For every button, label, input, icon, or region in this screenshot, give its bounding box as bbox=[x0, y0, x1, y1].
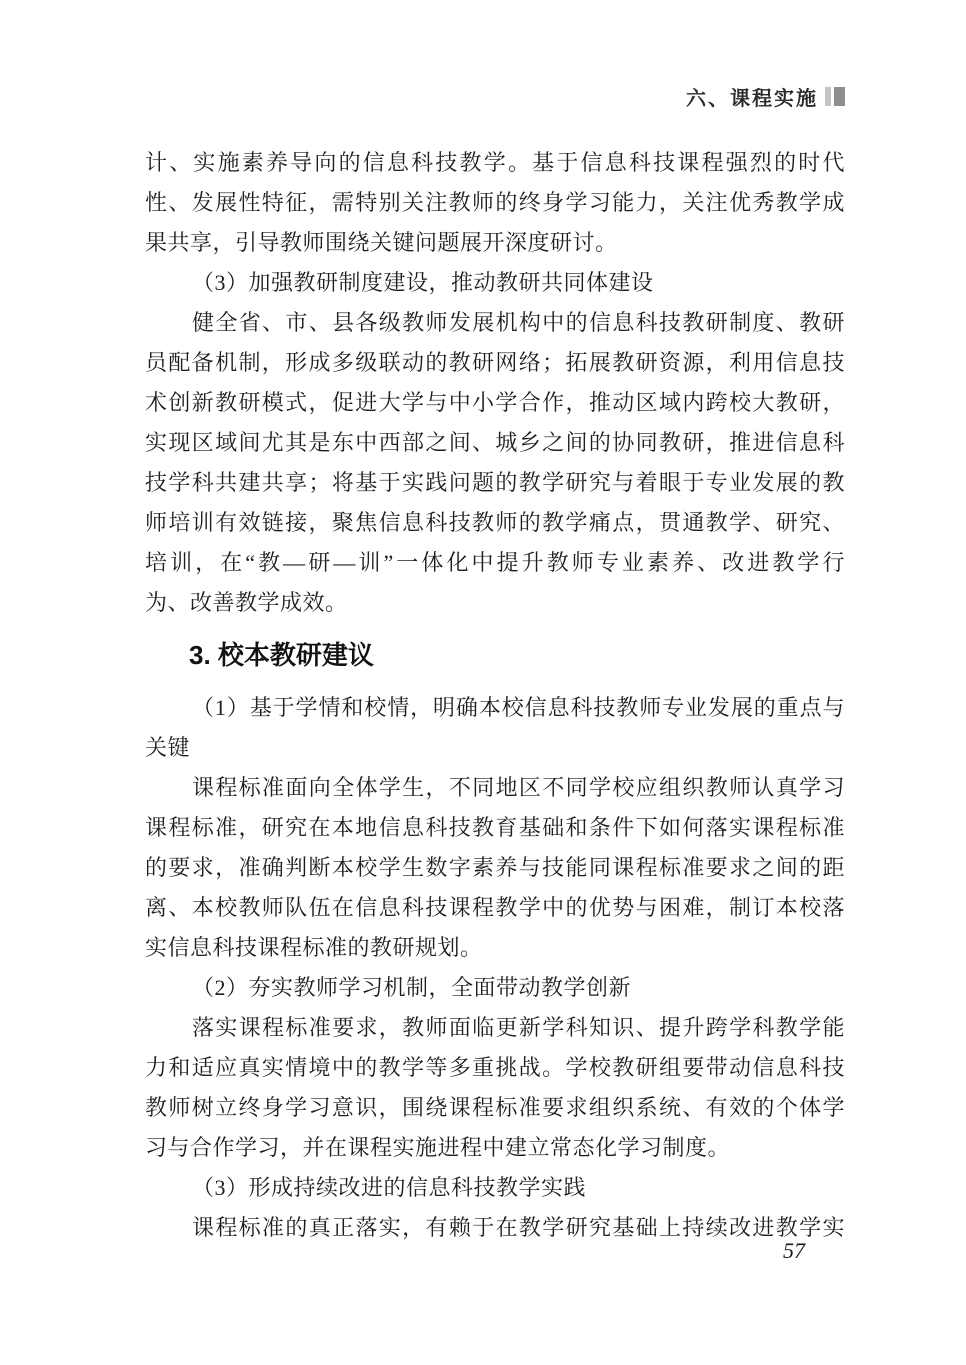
text-line: 培训，在“教—研—训”一体化中提升教师专业素养、改进教学行 bbox=[145, 550, 845, 575]
page-header bbox=[686, 82, 845, 111]
text-line: 课程标准，研究在本地信息科技教育基础和条件下如何落实课程标准 bbox=[145, 815, 845, 840]
text-line: 落实课程标准要求，教师面临更新学科知识、提升跨学科教学能 bbox=[192, 1015, 845, 1040]
text-line: 果共享，引导教师围绕关键问题展开深度研讨。 bbox=[145, 230, 618, 255]
text-line: 技学科共建共享；将基于实践问题的教学研究与着眼于专业发展的教 bbox=[145, 470, 845, 495]
text-line: 实信息科技课程标准的教研规划。 bbox=[145, 935, 483, 960]
content bbox=[145, 143, 845, 1248]
text-line: （2）夯实教师学习机制，全面带动教学创新 bbox=[192, 975, 632, 1000]
text-line: 离、本校教师队伍在信息科技课程教学中的优势与困难，制订本校落 bbox=[145, 895, 845, 920]
text-line: 师培训有效链接，聚焦信息科技教师的教学痛点，贯通教学、研究、 bbox=[145, 510, 845, 535]
text-line: 计、实施素养导向的信息科技教学。基于信息科技课程强烈的时代 bbox=[145, 150, 845, 175]
text-line: （1）基于学情和校情，明确本校信息科技教师专业发展的重点与 bbox=[192, 695, 845, 720]
header-marker-dark-icon bbox=[834, 87, 845, 106]
text-line: 性、发展性特征，需特别关注教师的终身学习能力，关注优秀教学成 bbox=[145, 190, 845, 215]
text-line: 力和适应真实情境中的教学等多重挑战。学校教研组要带动信息科技 bbox=[145, 1055, 845, 1080]
text-line: 课程标准的真正落实，有赖于在教学研究基础上持续改进教学实 bbox=[192, 1215, 845, 1240]
text-line: 教师树立终身学习意识，围绕课程标准要求组织系统、有效的个体学 bbox=[145, 1095, 845, 1120]
page-number: 57 bbox=[783, 1238, 805, 1263]
header-marker-light-icon bbox=[825, 87, 831, 106]
text-line: 习与合作学习，并在课程实施进程中建立常态化学习制度。 bbox=[145, 1135, 731, 1160]
text-line: 为、改善教学成效。 bbox=[145, 590, 348, 615]
text-line: 术创新教研模式，促进大学与中小学合作，推动区域内跨校大教研， bbox=[145, 390, 845, 415]
text-line: （3）加强教研制度建设，推动教研共同体建设 bbox=[192, 270, 654, 295]
text-line: 课程标准面向全体学生，不同地区不同学校应组织教师认真学习 bbox=[192, 775, 845, 800]
text-line: 实现区域间尤其是东中西部之间、城乡之间的协同教研，推进信息科 bbox=[145, 430, 845, 455]
text-line: 关键 bbox=[145, 735, 191, 760]
text-line: 的要求，准确判断本校学生数字素养与技能同课程标准要求之间的距 bbox=[145, 855, 845, 880]
section-heading: 3. 校本教研建议 bbox=[189, 640, 374, 670]
page-header-title: 六、课程实施 bbox=[686, 88, 818, 110]
text-line: 健全省、市、县各级教师发展机构中的信息科技教研制度、教研 bbox=[192, 310, 845, 335]
text-line: 员配备机制，形成多级联动的教研网络；拓展教研资源，利用信息技 bbox=[145, 350, 845, 375]
text-line: （3）形成持续改进的信息科技教学实践 bbox=[192, 1175, 587, 1200]
